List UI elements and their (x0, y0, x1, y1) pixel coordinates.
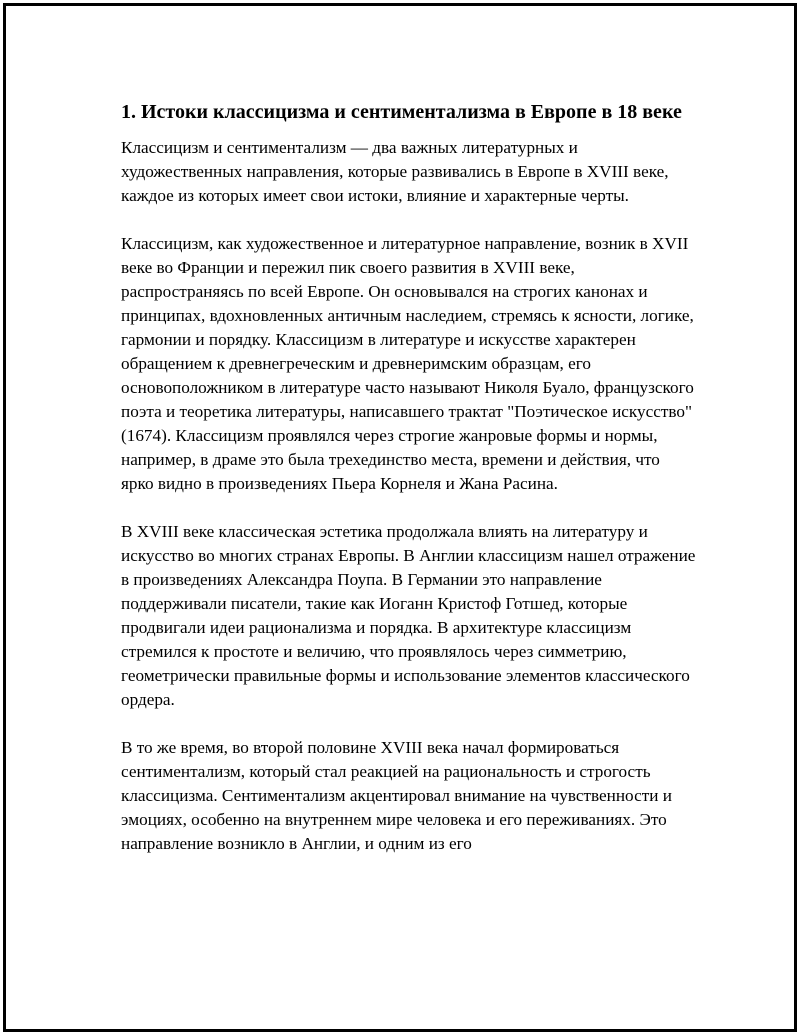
paragraph-intro: Классицизм и сентиментализм — два важных литературных и художественных направления, которые развивались в Европе в XVIII веке, каждое из которых имеет свои истоки, влияние и характерные черты. (121, 138, 669, 205)
section-heading: 1. Истоки классицизма и сентиментализма в Европе в 18 веке (121, 101, 682, 123)
paragraph-sentimentalism: В то же время, во второй половине XVIII века начал формироваться сентиментализм, который стал реакцией на рациональность и строгость классицизма. Сентиментализм акцентировал внимание на чувственности и эмоциях, особенно на внутреннем мире человека и его переживаниях. Это направление возникло в Англии, и одним из его (121, 738, 672, 853)
page-frame (3, 3, 797, 1032)
paragraph-classicism-origins: Классицизм, как художественное и литературное направление, возник в XVII веке во Франции и пережил пик своего развития в XVIII веке, распространяясь по всей Европе. Он основывался на строгих канонах и принципах, вдохновленных античным наследием, стремясь к ясности, логике, гармонии и порядку. Классицизм в литературе и искусстве характерен обращением к древнегреческим и древнеримским образцам, его основоположником в литературе часто называют Николя Буало, французского поэта и теоретика литературы, написавшего трактат "Поэтическое искусство" (1674). Классицизм проявлялся через строгие жанровые формы и нормы, например, в драме это была трехединство места, времени и действия, что ярко видно в произведениях Пьера Корнеля и Жана Расина. (121, 234, 694, 493)
paragraph-classicism-18th-century: В XVIII веке классическая эстетика продолжала влиять на литературу и искусство во многих странах Европы. В Англии классицизм нашел отражение в произведениях Александра Поупа. В Германии это направление поддерживали писатели, такие как Иоганн Кристоф Готшед, которые продвигали идеи рационализма и порядка. В архитектуре классицизм стремился к простоте и величию, что проявлялось через симметрию, геометрически правильные формы и использование элементов классического ордера. (121, 522, 696, 709)
document-body (121, 98, 696, 880)
